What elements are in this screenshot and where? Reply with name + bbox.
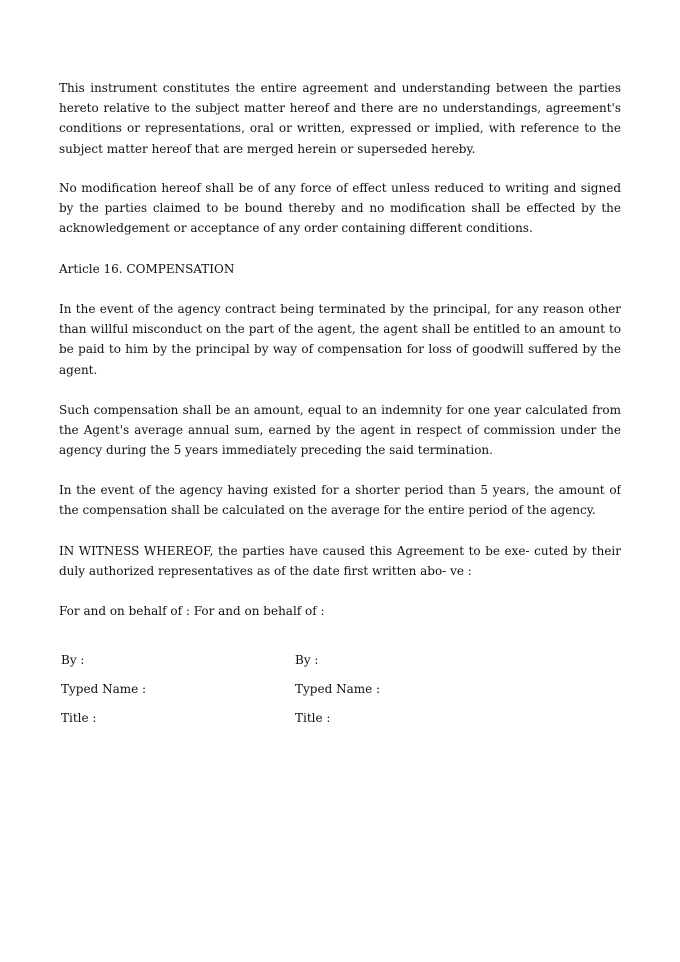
paragraph-compensation-entitlement — [59, 299, 621, 380]
paragraph-in-witness — [59, 541, 621, 581]
article-16-heading — [59, 259, 621, 279]
signature-left-by: By : — [61, 653, 85, 667]
signature-right-title: Title : — [295, 711, 331, 725]
text-line: the Agent's average annual sum, earned by the agent in respect of commission under the — [59, 423, 621, 438]
text-line: This instrument constitutes the entire agreement and understanding between the parties — [59, 81, 621, 95]
signature-left-typed-name: Typed Name : — [61, 682, 147, 696]
paragraph-modification — [59, 178, 621, 239]
text-line: hereto relative to the subject matter hereof and there are no understandings, agreement's — [59, 101, 621, 116]
paragraph-on-behalf-of — [59, 601, 621, 621]
text-line: be paid to him by the principal by way of compensation for loss of goodwill suffered by the — [59, 342, 621, 357]
text-line: the compensation shall be calculated on the average for the entire period of the agency. — [59, 503, 596, 518]
text-line: subject matter hereof that are merged herein or superseded hereby. — [59, 141, 476, 156]
text-line: than willful misconduct on the part of the agent, the agent shall be entitled to an amount to — [59, 322, 621, 337]
text-line: IN WITNESS WHEREOF, the parties have caused this Agreement to be exe- cuted by their — [59, 544, 621, 558]
signature-right-typed-name: Typed Name : — [295, 682, 381, 696]
text-line: duly authorized representatives as of the date first written abo- ve : — [59, 564, 472, 579]
text-line: In the event of the agency contract being terminated by the principal, for any reason other — [59, 302, 621, 316]
text-line: agency during the 5 years immediately preceding the said termination. — [59, 443, 493, 458]
paragraph-compensation-amount — [59, 400, 621, 461]
text-line: Such compensation shall be an amount, equal to an indemnity for one year calculated from — [59, 403, 621, 417]
text-line: Article 16. COMPENSATION — [59, 262, 235, 276]
text-line: For and on behalf of : For and on behalf of : — [59, 604, 325, 618]
text-line: conditions or representations, oral or written, expressed or implied, with reference to the — [59, 121, 621, 136]
text-line: agent. — [59, 362, 98, 377]
text-line: acknowledgement or acceptance of any order containing different conditions. — [59, 221, 533, 236]
signature-left-title: Title : — [61, 711, 97, 725]
paragraph-entire-agreement — [59, 78, 621, 159]
text-line: In the event of the agency having existed for a shorter period than 5 years, the amount of — [59, 483, 621, 497]
signature-right-by: By : — [295, 653, 319, 667]
text-line: by the parties claimed to be bound thereby and no modification shall be effected by the — [59, 201, 621, 216]
paragraph-shorter-period — [59, 480, 621, 520]
text-line: No modification hereof shall be of any force of effect unless reduced to writing and signed — [59, 181, 621, 195]
